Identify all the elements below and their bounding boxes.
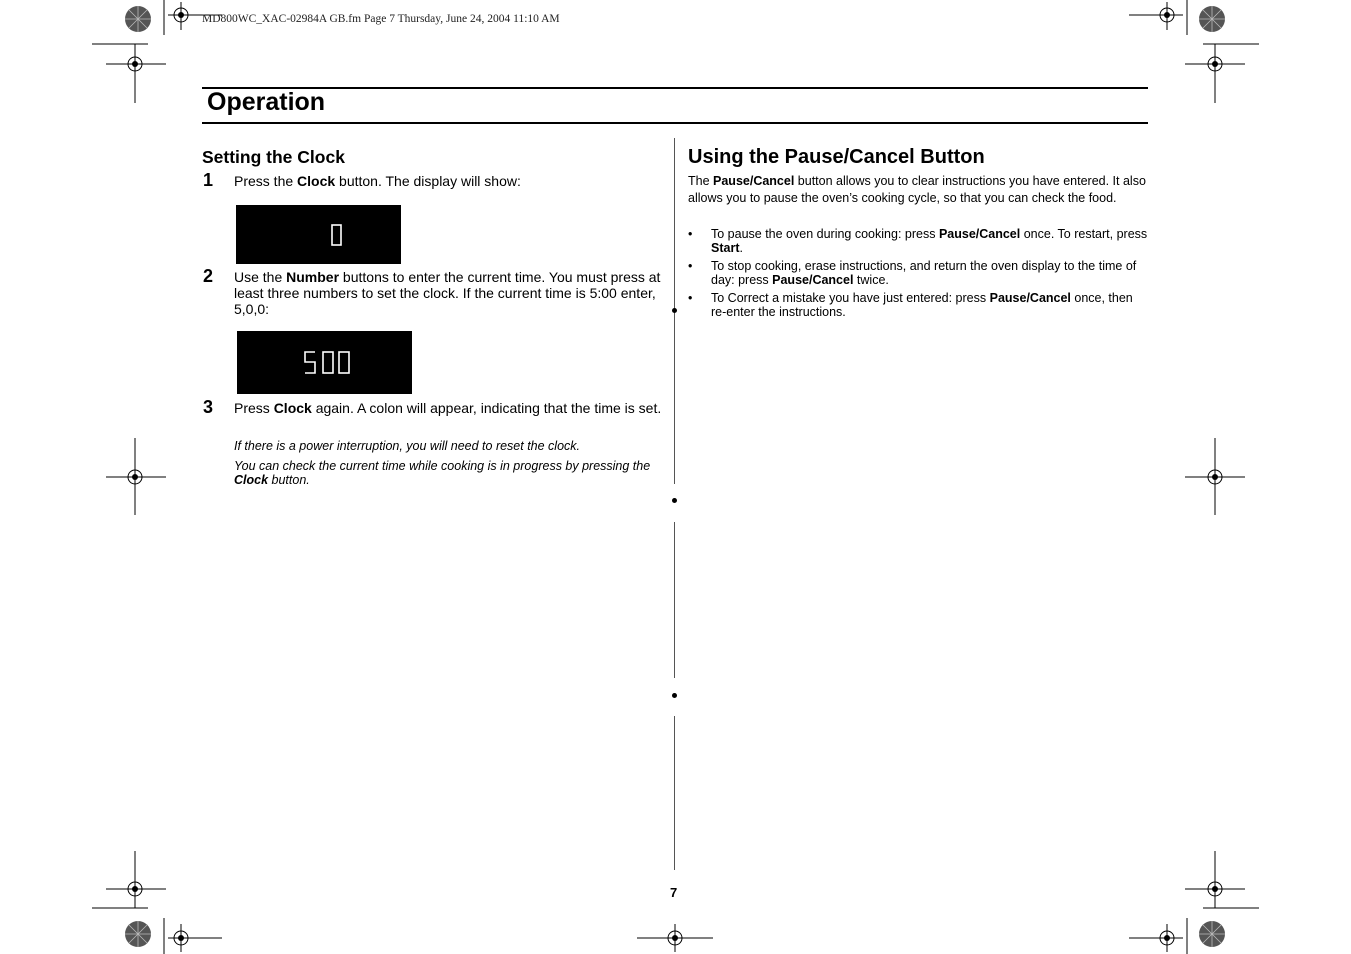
bullet-icon: • bbox=[688, 291, 693, 305]
page-number: 7 bbox=[670, 885, 678, 900]
setting-clock-heading: Setting the Clock bbox=[202, 147, 345, 167]
step-text: Press Clock again. A colon will appear, indicating that the time is set. bbox=[234, 400, 662, 416]
lcd-digits bbox=[236, 205, 401, 264]
step-number: 3 bbox=[203, 397, 214, 417]
list-item-text: To Correct a mistake you have just entered: press Pause/Cancel once, then re-enter the instructions. bbox=[711, 291, 1133, 319]
display-blank-clock bbox=[236, 205, 401, 264]
bottom-rule bbox=[202, 122, 1148, 124]
note-check-time: You can check the current time while cooking is in progress by pressing the Clock button. bbox=[234, 459, 651, 487]
column-divider bbox=[674, 328, 675, 483]
column-divider bbox=[674, 522, 675, 678]
list-item-text: To pause the oven during cooking: press Pause/Cancel once. To restart, press Start. bbox=[711, 227, 1148, 255]
note-power-interruption: If there is a power interruption, you will need to reset the clock. bbox=[234, 439, 581, 453]
list-item-text: To stop cooking, erase instructions, and return the oven display to the time of day: press Pause/Cancel twice. bbox=[711, 259, 1137, 287]
file-slug: MD800WC_XAC-02984A GB.fm Page 7 Thursday, June 24, 2004 11:10 AM bbox=[202, 13, 560, 25]
bullet-icon: • bbox=[688, 259, 693, 273]
display-500 bbox=[237, 331, 412, 394]
bullet-icon: • bbox=[688, 227, 693, 241]
divider-dot bbox=[672, 498, 677, 503]
divider-dot bbox=[672, 308, 677, 313]
column-divider bbox=[674, 716, 675, 870]
pause-cancel-heading: Using the Pause/Cancel Button bbox=[688, 146, 985, 168]
step-text: Use the Number buttons to enter the current time. You must press at least three numbers to set the clock. If the current time is 5:00 enter, 5,0,0: bbox=[234, 269, 661, 317]
step-text: Press the Clock button. The display will show: bbox=[234, 173, 521, 189]
top-rule bbox=[202, 87, 1148, 89]
step-number: 2 bbox=[203, 266, 214, 286]
pause-cancel-intro: The Pause/Cancel button allows you to clear instructions you have entered. It also allows you to pause the oven’s cooking cycle, so that you can check the food. bbox=[688, 174, 1146, 205]
lcd-digit-text: 500 bbox=[237, 331, 239, 332]
section-title: Operation bbox=[207, 88, 326, 116]
lcd-digits bbox=[237, 331, 412, 394]
step-number: 1 bbox=[203, 170, 214, 190]
divider-dot bbox=[672, 693, 677, 698]
